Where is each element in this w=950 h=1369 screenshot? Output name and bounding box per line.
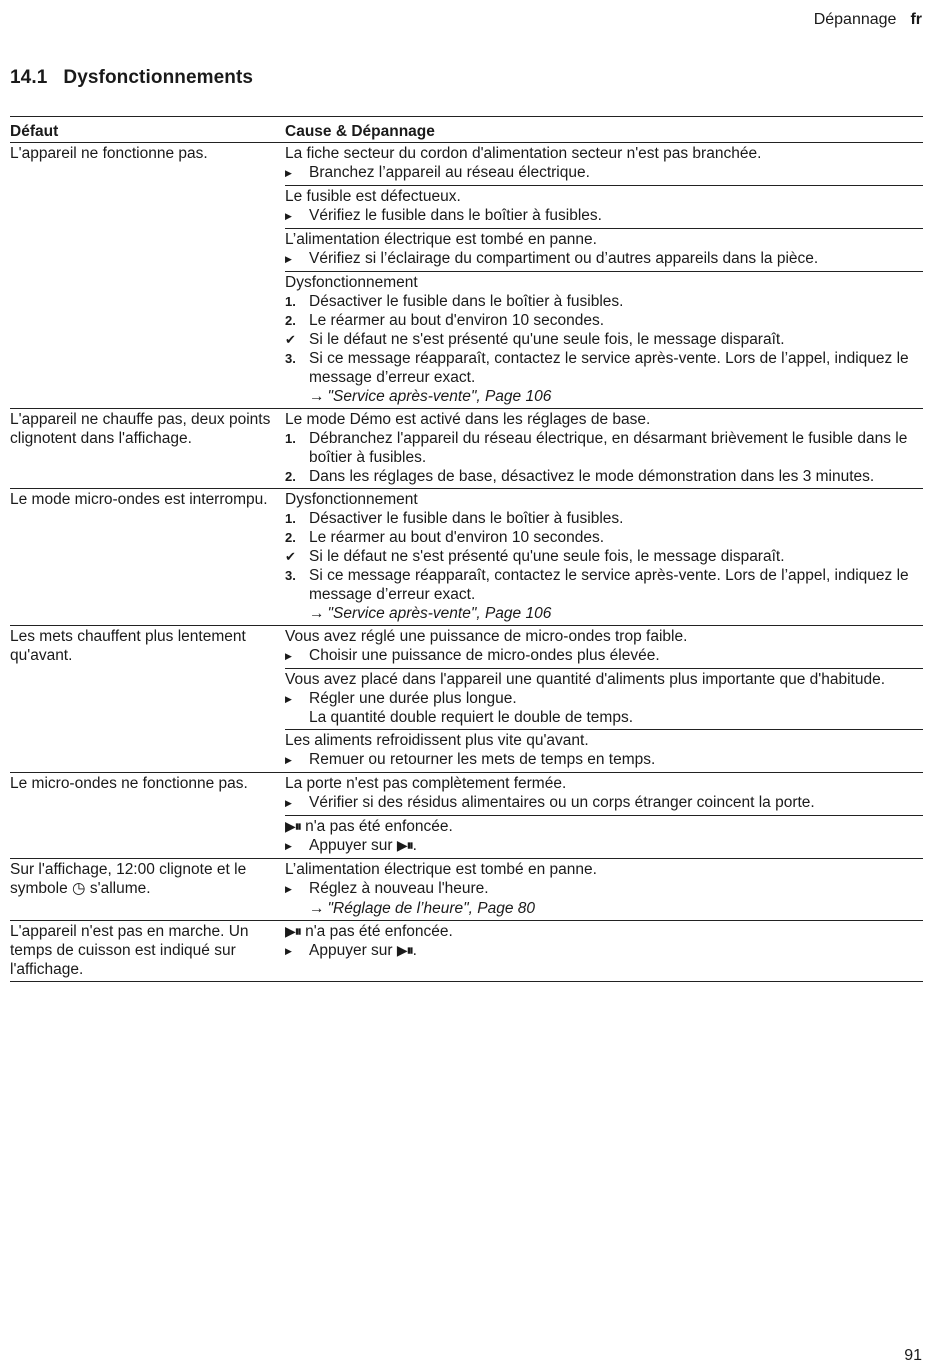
cross-reference-content xyxy=(309,899,923,918)
cross-reference-indent xyxy=(285,387,309,406)
list-item xyxy=(285,509,923,528)
cause-text: Dysfonctionnement xyxy=(285,274,418,291)
list-item xyxy=(285,206,923,226)
fault-text: Le mode micro-ondes est interrompu. xyxy=(10,491,268,508)
clock-icon: ◷ xyxy=(72,880,86,897)
cross-reference xyxy=(285,387,923,406)
cause-text: Dysfonctionnement xyxy=(285,491,418,508)
cross-reference-indent xyxy=(285,604,309,623)
cause-line xyxy=(285,490,923,509)
list-item xyxy=(285,793,923,813)
cause-line xyxy=(285,860,923,879)
running-header xyxy=(814,10,922,29)
cause-text: Les aliments refroidissent plus vite qu'avant. xyxy=(285,732,589,749)
list-item xyxy=(285,941,923,961)
list-item xyxy=(285,528,923,547)
causes-cell xyxy=(285,773,923,858)
cross-reference-text: "Service après-vente", Page 106 xyxy=(327,388,552,405)
arrow-right-icon: → xyxy=(309,900,325,917)
list-item xyxy=(285,249,923,269)
list-item-content xyxy=(309,163,923,183)
fault-text: Les mets chauffent plus lentement qu'avant. xyxy=(10,628,246,664)
fault-cell xyxy=(10,626,285,772)
list-item xyxy=(285,429,923,467)
page-number: 91 xyxy=(904,1347,922,1364)
causes-cell xyxy=(285,409,923,488)
cause-block xyxy=(285,669,923,730)
causes-cell xyxy=(285,489,923,625)
start-pause-icon: ▶⏸ xyxy=(285,818,301,834)
list-item xyxy=(285,547,923,566)
start-pause-icon: ▶⏸ xyxy=(396,837,413,853)
cause-text: La porte n'est pas complètement fermée. xyxy=(285,775,567,792)
list-item-text: Remuer ou retourner les mets de temps en temps. xyxy=(309,751,656,768)
cause-text: Le mode Démo est activé dans les réglages de base. xyxy=(285,411,651,428)
list-item-text: Dans les réglages de base, désactivez le mode démonstration dans les 3 minutes. xyxy=(309,468,875,485)
section-title-text: Dysfonctionnements xyxy=(63,67,254,88)
list-item-content xyxy=(309,509,923,528)
cause-block xyxy=(285,921,923,963)
cause-line xyxy=(285,922,923,941)
table-row xyxy=(10,859,923,921)
cause-block xyxy=(285,186,923,229)
bullet-triangle-icon: ▶ xyxy=(285,651,292,661)
causes-cell xyxy=(285,626,923,772)
table-row xyxy=(10,773,923,859)
table-body xyxy=(10,143,923,982)
header-language: fr xyxy=(910,11,922,28)
cross-reference-text: "Réglage de l’heure", Page 80 xyxy=(327,900,535,917)
table-row xyxy=(10,626,923,773)
list-item-content xyxy=(309,646,923,666)
list-item xyxy=(285,879,923,899)
cause-line xyxy=(285,230,923,249)
list-item-content xyxy=(309,836,923,856)
fault-text: L'appareil n'est pas en marche. Un temps de cuisson est indiqué sur l'affichage. xyxy=(10,923,249,978)
list-item-text: Vérifiez le fusible dans le boîtier à fusibles. xyxy=(309,207,602,224)
cause-block xyxy=(285,816,923,858)
check-icon: ✔ xyxy=(285,332,296,347)
cross-reference xyxy=(285,604,923,623)
bullet-triangle-icon: ▶ xyxy=(285,841,292,851)
table-row xyxy=(10,409,923,489)
cause-text: La fiche secteur du cordon d'alimentation secteur n'est pas branchée. xyxy=(285,145,762,162)
list-item-text: Désactiver le fusible dans le boîtier à fusibles. xyxy=(309,510,624,527)
step-number: 3. xyxy=(285,351,296,366)
table-row xyxy=(10,143,923,409)
cause-line xyxy=(285,670,923,689)
list-item-content xyxy=(309,429,923,467)
list-item-suffix: . xyxy=(412,837,417,854)
step-number: 2. xyxy=(285,469,296,484)
list-item-content xyxy=(309,249,923,269)
fault-text: L'appareil ne chauffe pas, deux points clignotent dans l'affichage. xyxy=(10,411,271,447)
column-header-cause: Cause & Dépannage xyxy=(285,123,435,140)
list-item-content xyxy=(309,941,923,961)
list-item xyxy=(285,292,923,311)
step-number: 2. xyxy=(285,530,296,545)
list-item-content xyxy=(309,547,923,566)
bullet-triangle-icon: ▶ xyxy=(285,211,292,221)
fault-cell xyxy=(10,773,285,858)
bullet-triangle-icon: ▶ xyxy=(285,254,292,264)
header-section: Dépannage xyxy=(813,11,897,28)
cross-reference xyxy=(285,899,923,918)
cause-text: L’alimentation électrique est tombé en panne. xyxy=(285,231,597,248)
list-item-content xyxy=(309,879,923,899)
list-item-text: Si ce message réapparaît, contactez le service après-vente. Lors de l’appel, indiquez le message d’erreur exact. xyxy=(309,350,909,386)
cause-block xyxy=(285,859,923,920)
list-item-content xyxy=(309,330,923,349)
cause-line xyxy=(285,410,923,429)
list-item xyxy=(285,349,923,387)
cause-block xyxy=(285,143,923,186)
cause-text: Vous avez réglé une puissance de micro-ondes trop faible. xyxy=(285,628,688,645)
list-item-text: Branchez l’appareil au réseau électrique. xyxy=(309,164,590,181)
section-title xyxy=(10,68,253,87)
list-item-text: Débranchez l'appareil du réseau électrique, en désarmant brièvement le fusible dans le boîtier à fusibles. xyxy=(309,430,908,466)
cause-text: Vous avez placé dans l'appareil une quantité d'aliments plus importante que d'habitude. xyxy=(285,671,886,688)
cross-reference-text: "Service après-vente", Page 106 xyxy=(327,605,552,622)
section-number: 14.1 xyxy=(10,67,48,88)
fault-cell xyxy=(10,921,285,981)
start-pause-icon: ▶⏸ xyxy=(285,923,301,939)
table-row xyxy=(10,489,923,626)
fault-cell xyxy=(10,859,285,920)
fault-cell xyxy=(10,143,285,408)
list-item-content xyxy=(309,750,923,770)
list-item-text: Le réarmer au bout d'environ 10 secondes. xyxy=(309,312,605,329)
list-item-content xyxy=(309,292,923,311)
step-number: 1. xyxy=(285,511,296,526)
cause-line xyxy=(285,817,923,836)
causes-cell xyxy=(285,921,923,981)
cause-line xyxy=(285,273,923,292)
cause-block xyxy=(285,489,923,625)
list-item xyxy=(285,836,923,856)
cause-text: n'a pas été enfoncée. xyxy=(305,818,453,835)
bullet-triangle-icon: ▶ xyxy=(285,168,292,178)
list-item-suffix: . xyxy=(412,942,417,959)
cause-text: L’alimentation électrique est tombé en panne. xyxy=(285,861,597,878)
cause-block xyxy=(285,229,923,272)
bullet-triangle-icon: ▶ xyxy=(285,884,292,894)
list-item-text: Appuyer sur xyxy=(309,837,393,854)
bullet-triangle-icon: ▶ xyxy=(285,798,292,808)
fault-text: L'appareil ne fonctionne pas. xyxy=(10,145,208,162)
causes-cell xyxy=(285,859,923,920)
fault-cell xyxy=(10,409,285,488)
cause-text: n'a pas été enfoncée. xyxy=(305,923,453,940)
step-number: 2. xyxy=(285,313,296,328)
start-pause-icon: ▶⏸ xyxy=(396,942,413,958)
list-item xyxy=(285,467,923,486)
cause-line xyxy=(285,627,923,646)
list-item-content xyxy=(309,689,923,727)
list-item-text: Si le défaut ne s'est présenté qu'une seule fois, le message disparaît. xyxy=(309,548,785,565)
troubleshooting-table xyxy=(10,116,923,982)
cross-reference-indent xyxy=(285,899,309,918)
list-item xyxy=(285,330,923,349)
cause-block xyxy=(285,409,923,488)
list-item-text: Si ce message réapparaît, contactez le service après-vente. Lors de l’appel, indiquez le message d’erreur exact. xyxy=(309,567,909,603)
step-number: 3. xyxy=(285,568,296,583)
list-item-text: Choisir une puissance de micro-ondes plus élevée. xyxy=(309,647,660,664)
list-item-text: Réglez à nouveau l'heure. xyxy=(309,880,489,897)
list-item-text: Appuyer sur xyxy=(309,942,393,959)
list-item-text: Si le défaut ne s'est présenté qu'une seule fois, le message disparaît. xyxy=(309,331,785,348)
list-item-content xyxy=(309,528,923,547)
arrow-right-icon: → xyxy=(309,388,325,405)
cause-line xyxy=(285,774,923,793)
cause-line xyxy=(285,144,923,163)
cause-block xyxy=(285,730,923,772)
cause-block xyxy=(285,773,923,816)
arrow-right-icon: → xyxy=(309,605,325,622)
list-item xyxy=(285,646,923,666)
list-item xyxy=(285,750,923,770)
table-row xyxy=(10,921,923,982)
fault-cell xyxy=(10,489,285,625)
list-item-text: Régler une durée plus longue. xyxy=(309,690,517,707)
fault-text: Sur l'affichage, 12:00 clignote et le symbole xyxy=(10,861,247,897)
bullet-triangle-icon: ▶ xyxy=(285,755,292,765)
cross-reference-content xyxy=(309,604,923,623)
list-item xyxy=(285,566,923,604)
cause-block xyxy=(285,626,923,669)
cause-line xyxy=(285,187,923,206)
list-item xyxy=(285,311,923,330)
causes-cell xyxy=(285,143,923,408)
list-item-content xyxy=(309,349,923,387)
list-item xyxy=(285,689,923,727)
column-header-fault: Défaut xyxy=(10,123,59,140)
list-item-content xyxy=(309,566,923,604)
bullet-triangle-icon: ▶ xyxy=(285,694,292,704)
step-number: 1. xyxy=(285,294,296,309)
check-icon: ✔ xyxy=(285,549,296,564)
bullet-triangle-icon: ▶ xyxy=(285,946,292,956)
fault-text-suffix: s'allume. xyxy=(89,880,151,897)
list-item xyxy=(285,163,923,183)
cause-block xyxy=(285,272,923,408)
list-item-text: Vérifiez si l’éclairage du compartiment ou d’autres appareils dans la pièce. xyxy=(309,250,819,267)
list-item-text: Désactiver le fusible dans le boîtier à fusibles. xyxy=(309,293,624,310)
list-item-text: Le réarmer au bout d'environ 10 secondes. xyxy=(309,529,605,546)
list-item-note: La quantité double requiert le double de temps. xyxy=(309,709,634,726)
cross-reference-content xyxy=(309,387,923,406)
list-item-text: Vérifier si des résidus alimentaires ou un corps étranger coincent la porte. xyxy=(309,794,815,811)
table-header xyxy=(10,117,923,143)
cause-text: Le fusible est défectueux. xyxy=(285,188,461,205)
step-number: 1. xyxy=(285,431,296,446)
list-item-content xyxy=(309,206,923,226)
list-item-content xyxy=(309,311,923,330)
list-item-content xyxy=(309,793,923,813)
cause-line xyxy=(285,731,923,750)
list-item-content xyxy=(309,467,923,486)
fault-text: Le micro-ondes ne fonctionne pas. xyxy=(10,775,248,792)
